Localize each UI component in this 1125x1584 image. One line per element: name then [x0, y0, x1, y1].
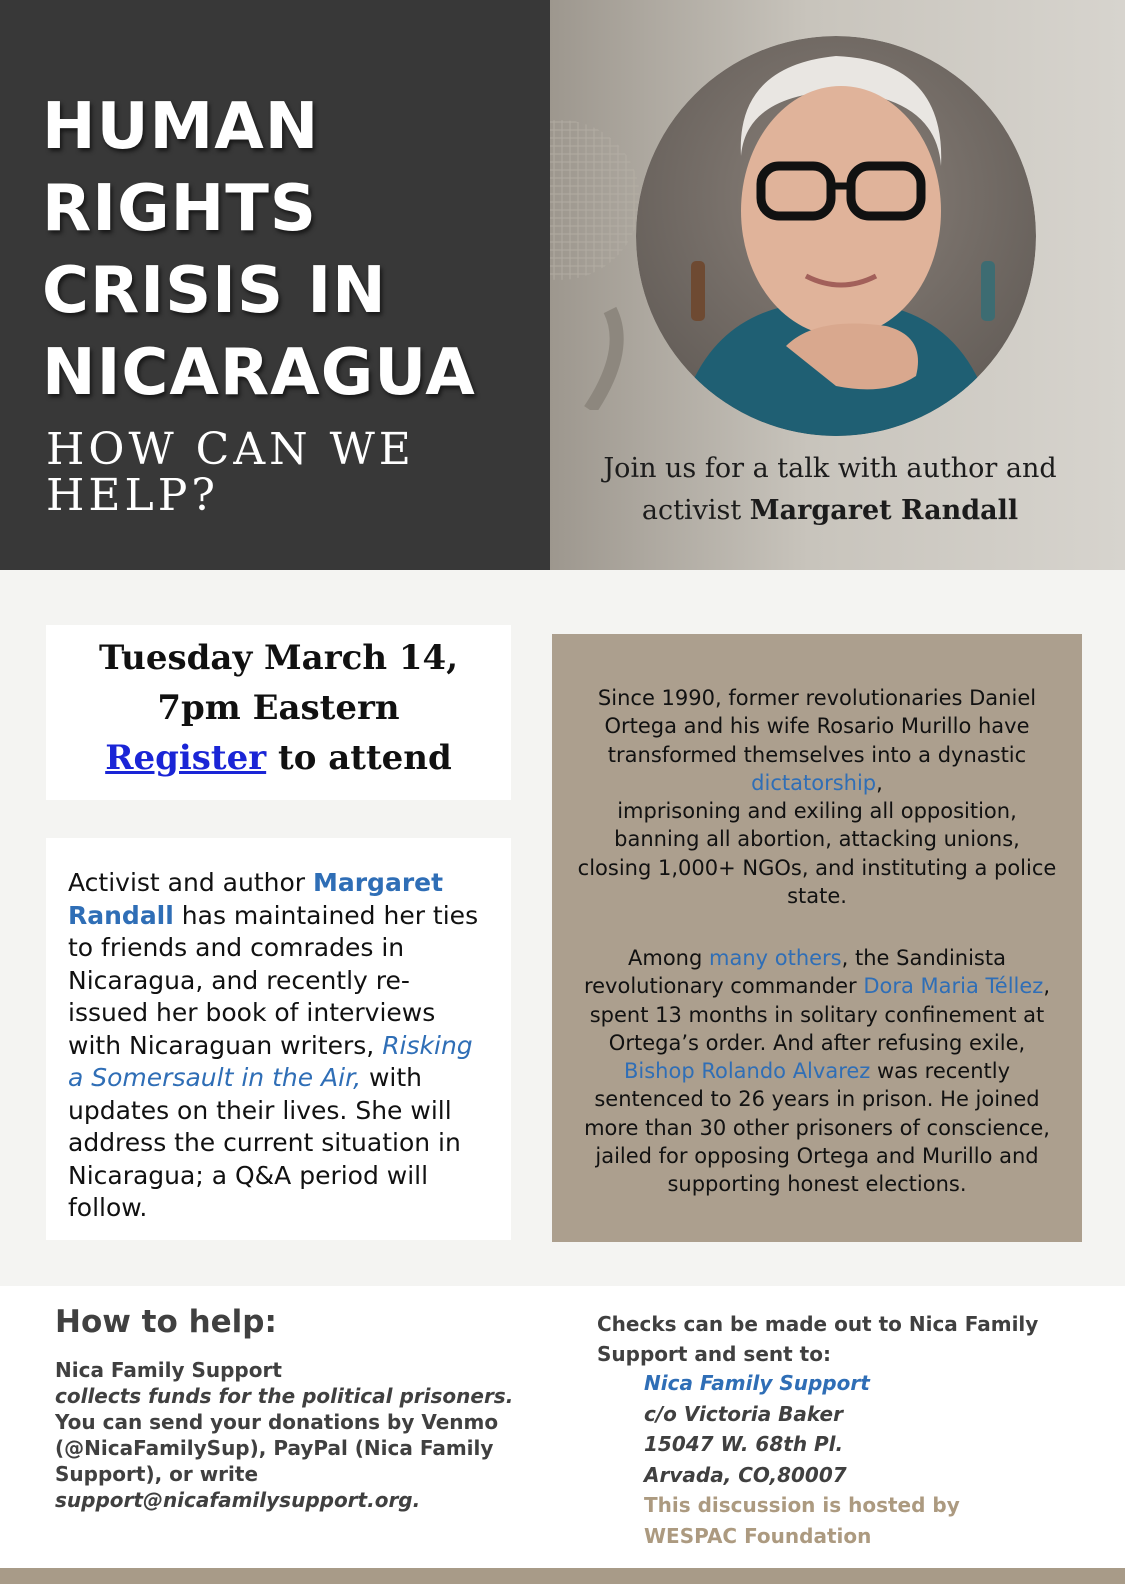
speaker-portrait — [636, 36, 1036, 436]
address-street: 15047 W. 68th Pl. — [644, 1432, 844, 1456]
mailing-address — [644, 1368, 1084, 1490]
address-org: Nica Family Support — [644, 1371, 870, 1395]
intro-text: has maintained her ties to friends and comrades in Nicaragua, and recently re-issued her book of interviews with Nicaraguan writers, — [68, 900, 479, 1060]
event-date-box — [46, 625, 511, 800]
address-city: Arvada, CO,80007 — [644, 1462, 847, 1487]
help-details — [55, 1357, 535, 1513]
intro-text: Activist and author — [68, 868, 313, 897]
how-to-help-heading: How to help: — [55, 1304, 277, 1340]
register-link[interactable]: Register — [105, 738, 267, 778]
hosted-by — [644, 1490, 1084, 1551]
register-line — [46, 733, 511, 783]
intro-box — [46, 838, 511, 1240]
checks-heading: Checks can be made out to Nica Family Support and sent to: — [597, 1312, 1039, 1366]
bishop-rolando-alvarez-link[interactable]: Bishop Rolando Alvarez — [623, 1059, 871, 1084]
context-paragraph — [574, 684, 1060, 910]
author-name: Margaret Randall — [68, 868, 444, 930]
context-text: , the Sandinista revolutionary commander — [583, 946, 1006, 999]
register-suffix: to attend — [278, 738, 452, 778]
context-text: , spent 13 months in solitary confinement at Ortega’s order. And after refusing exile, — [589, 974, 1051, 1055]
event-time: 7pm Eastern — [157, 688, 400, 728]
host-organization: WESPAC Foundation — [644, 1523, 872, 1548]
hosted-by-text: This discussion is hosted by — [644, 1493, 960, 1517]
support-email[interactable]: support@nicafamilysupport.org. — [55, 1488, 421, 1512]
dora-maria-tellez-link[interactable]: Dora Maria Téllez — [863, 974, 1044, 999]
dictatorship-link[interactable]: dictatorship — [751, 770, 877, 795]
book-title-link[interactable]: Risking a Somersault in the Air, — [68, 1030, 473, 1092]
intro-text: with updates on their lives. She will address the current situation in Nicaragua; a Q&A period will follow. — [68, 1063, 461, 1222]
join-text: Join us for a talk with author and activist — [603, 453, 1057, 526]
context-text: imprisoning and exiling all opposition, banning all abortion, attacking unions, closing 1,000+ NGOs, and instituting a police state. — [577, 799, 1057, 909]
page-title — [42, 86, 542, 414]
intro-paragraph — [68, 867, 486, 1225]
context-text: , — [876, 770, 883, 795]
join-invitation — [580, 448, 1080, 532]
title-line: CRISIS IN — [42, 254, 387, 328]
title-line: RIGHTS — [42, 172, 317, 246]
many-others-link[interactable]: many others — [709, 946, 842, 970]
page-subtitle: HOW CAN WE HELP? — [46, 424, 415, 521]
context-text: was recently sentenced to 26 years in prison. He joined more than 30 other prisoners of conscience, jailed for opposing Ortega and Murillo and supporting honest elections. — [584, 1059, 1050, 1197]
event-date: Tuesday March 14, — [98, 638, 459, 678]
context-box — [552, 634, 1082, 1242]
help-collects: collects funds for the political prisoners. — [55, 1384, 514, 1408]
help-org: Nica Family Support — [55, 1358, 282, 1382]
title-line: NICARAGUA — [42, 336, 476, 410]
bottom-bar — [0, 1568, 1125, 1584]
help-donate: You can send your donations by Venmo (@NicaFamilySup), PayPal (Nica Family Support), or write — [55, 1410, 499, 1486]
address-care-of: c/o Victoria Baker — [644, 1401, 843, 1426]
context-paragraph — [572, 944, 1062, 1199]
title-line: HUMAN — [42, 90, 320, 164]
speaker-name: Margaret Randall — [749, 495, 1019, 526]
context-text: Since 1990, former revolutionaries Daniel Ortega and his wife Rosario Murillo have transformed themselves into a dynastic — [597, 686, 1037, 767]
context-text: Among — [628, 946, 709, 970]
